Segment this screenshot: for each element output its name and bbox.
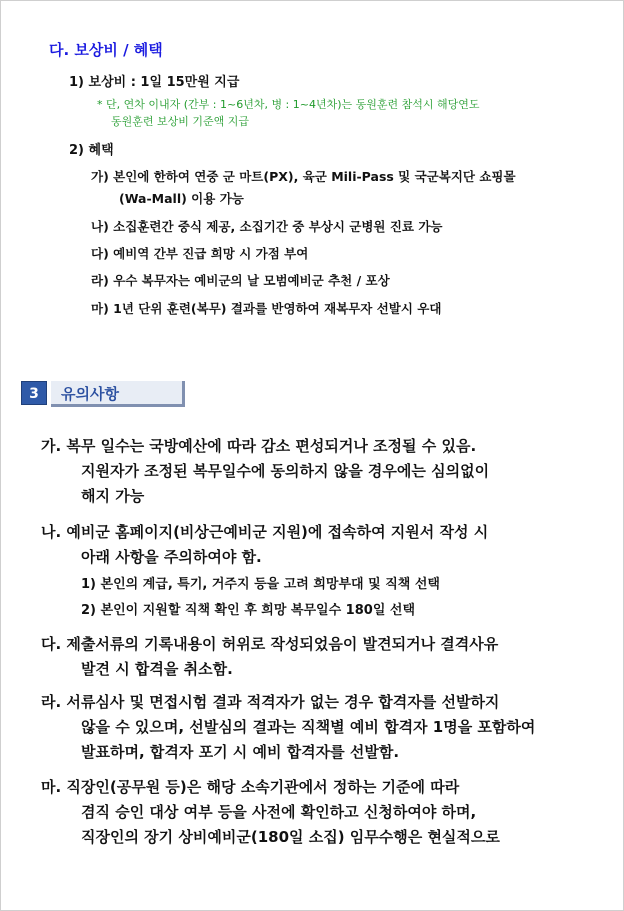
note-na-subitem: 2) 본인이 지원할 직책 확인 후 희망 복무일수 180일 선택 (81, 603, 416, 618)
benefit-line: 마) 1년 단위 훈련(복무) 결과를 반영하여 재복무자 선발시 우대 (91, 301, 442, 316)
note-na-line: 아래 사항을 주의하여야 함. (81, 548, 262, 566)
section-title-box (51, 381, 185, 407)
note-da-line: 다. 제출서류의 기록내용이 허위로 작성되었음이 발견되거나 결격사유 (41, 635, 499, 653)
note-ra-line: 발표하며, 합격자 포기 시 예비 합격자를 선발함. (81, 743, 400, 761)
section-header (21, 381, 165, 407)
benefit-line: 가) 본인에 한하여 연중 군 마트(PX), 육군 Mili-Pass 및 국군복지단 쇼핑몰 (91, 169, 516, 184)
note-ga-line: 해지 가능 (81, 487, 145, 505)
benefit-line: (Wa-Mall) 이용 가능 (119, 191, 244, 206)
note-ma-line: 겸직 승인 대상 여부 등을 사전에 확인하고 신청하여야 하며, (81, 803, 477, 821)
note-ma-line: 마. 직장인(공무원 등)은 해당 소속기관에서 정하는 기준에 따라 (41, 778, 460, 796)
compensation-item: 1) 보상비 : 1일 15만원 지급 (69, 75, 240, 90)
benefits-item: 2) 혜택 (69, 143, 114, 158)
section-heading-compensation: 다. 보상비 / 혜택 (49, 41, 163, 59)
section-title: 유의사항 (61, 385, 119, 403)
section-number-badge: 3 (21, 381, 47, 405)
note-ga-line: 지원자가 조정된 복무일수에 동의하지 않을 경우에는 심의없이 (81, 462, 490, 480)
note-na-line: 나. 예비군 홈페이지(비상근예비군 지원)에 접속하여 지원서 작성 시 (41, 523, 489, 541)
note-ga-line: 가. 복무 일수는 국방예산에 따라 감소 편성되거나 조정될 수 있음. (41, 437, 477, 455)
note-na-subitem: 1) 본인의 계급, 특기, 거주지 등을 고려 희망부대 및 직책 선택 (81, 577, 440, 592)
note-ra-line: 라. 서류심사 및 면접시험 결과 적격자가 없는 경우 합격자를 선발하지 (41, 693, 500, 711)
note-ra-line: 않을 수 있으며, 선발심의 결과는 직책별 예비 합격자 1명을 포함하여 (81, 718, 536, 736)
benefit-line: 라) 우수 복무자는 예비군의 날 모범예비군 추천 / 포상 (91, 273, 390, 288)
benefit-line: 나) 소집훈련간 중식 제공, 소집기간 중 부상시 군병원 진료 가능 (91, 219, 443, 234)
compensation-note: 동원훈련 보상비 기준액 지급 (111, 115, 250, 128)
note-da-line: 발견 시 합격을 취소함. (81, 660, 233, 678)
compensation-note: * 단, 연차 이내자 (간부 : 1~6년차, 병 : 1~4년차)는 동원훈련 참석시 해당연도 (97, 98, 480, 111)
benefit-line: 다) 예비역 간부 진급 희망 시 가점 부여 (91, 246, 309, 261)
note-ma-line: 직장인의 장기 상비예비군(180일 소집) 임무수행은 현실적으로 (81, 828, 500, 846)
